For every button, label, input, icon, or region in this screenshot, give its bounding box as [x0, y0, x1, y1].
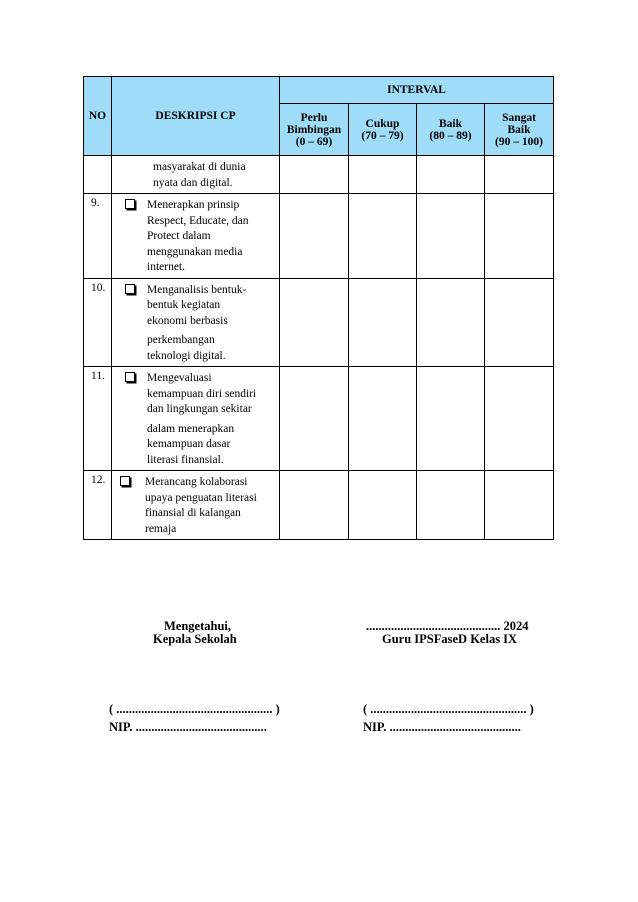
header-level-line: (0 – 69) [295, 135, 333, 148]
row-number: 11. [84, 367, 112, 471]
header-level-line: Perlu [300, 111, 328, 124]
description-line: dalam menerapkan [147, 422, 235, 435]
description-line: masyarakat di dunia [153, 161, 246, 173]
table-row [84, 156, 554, 194]
description-line: literasi finansial. [147, 453, 224, 466]
score-cell[interactable] [417, 471, 485, 540]
header-level-line: (90 – 100) [495, 135, 543, 148]
table-row [84, 194, 554, 279]
row-number: 10. [84, 278, 112, 367]
score-cell[interactable] [349, 471, 417, 540]
score-cell[interactable] [417, 367, 485, 471]
signature-right-name: ( .................................................. ) [363, 702, 534, 716]
row-description [112, 367, 280, 471]
description-line: finansial di kalangan [145, 507, 241, 519]
table-row [84, 367, 554, 471]
description-line: ekonomi berbasis [147, 314, 228, 327]
header-interval: INTERVAL [280, 77, 554, 104]
score-cell[interactable] [280, 367, 349, 471]
score-cell[interactable] [417, 278, 485, 367]
row-description [112, 156, 280, 194]
checkbox-icon [120, 476, 131, 539]
score-cell[interactable] [349, 367, 417, 471]
header-level-line: Bimbingan [286, 123, 342, 136]
description-line: nyata dan digital. [153, 176, 233, 189]
description-line: kemampuan dasar [147, 438, 231, 450]
score-cell[interactable] [485, 156, 554, 194]
checkbox-icon [125, 284, 136, 367]
description-line: Mengevaluasi [147, 372, 212, 384]
header-level-line: (80 – 89) [429, 129, 472, 142]
header-level-line: Baik [438, 117, 462, 130]
description-line: Respect, Educate, dan [147, 214, 249, 227]
row-description [112, 278, 280, 367]
signature-right-role: Guru IPSFaseD Kelas IX [382, 632, 518, 646]
signature-left-name: ( .................................................. ) [109, 702, 280, 716]
row-number: 12. [84, 471, 112, 540]
score-cell[interactable] [280, 278, 349, 367]
score-cell[interactable] [349, 156, 417, 194]
header-level-line: Cukup [365, 117, 400, 130]
score-cell[interactable] [349, 278, 417, 367]
description-line: menggunakan media [147, 245, 243, 258]
row-number [84, 156, 112, 194]
header-deskripsi: DESKRIPSI CP [112, 77, 280, 156]
description-line: internet. [147, 261, 185, 273]
signature-right-date: ........................................... 2024 [366, 619, 529, 633]
description-line: Merancang kolaborasi [145, 476, 248, 488]
row-number: 9. [84, 194, 112, 279]
score-cell[interactable] [485, 278, 554, 367]
signature-left-title: Mengetahui, [164, 619, 232, 633]
header-level-line: (70 – 79) [361, 129, 404, 142]
score-cell[interactable] [417, 156, 485, 194]
score-cell[interactable] [280, 471, 349, 540]
checkbox-icon [125, 199, 136, 278]
header-level-line: Baik [507, 123, 531, 136]
description-line: kemampuan diri sendiri [147, 387, 257, 400]
row-description [112, 194, 280, 279]
score-cell[interactable] [349, 194, 417, 279]
description-line: perkembangan [147, 334, 215, 346]
header-level [280, 104, 349, 156]
description-line: Menganalisis bentuk- [147, 283, 247, 296]
score-cell[interactable] [485, 471, 554, 540]
signature-left-nip: NIP. .......................................... [109, 720, 267, 734]
score-cell[interactable] [280, 156, 349, 194]
signature-right-nip: NIP. .......................................... [363, 720, 521, 734]
score-cell[interactable] [417, 194, 485, 279]
header-level [349, 104, 417, 156]
score-cell[interactable] [485, 367, 554, 471]
score-cell[interactable] [485, 194, 554, 279]
description-line: Protect dalam [147, 230, 211, 242]
table-row [84, 278, 554, 367]
description-line: upaya penguatan literasi [145, 491, 257, 504]
row-description [112, 471, 280, 540]
table-row [84, 471, 554, 540]
signature-left-role: Kepala Sekolah [153, 632, 237, 646]
header-level [417, 104, 485, 156]
description-line: bentuk kegiatan [147, 299, 221, 311]
header-level [485, 104, 554, 156]
assessment-table [83, 76, 554, 540]
score-cell[interactable] [280, 194, 349, 279]
description-line: teknologi digital. [147, 349, 226, 362]
description-line: Menerapkan prinsip [147, 199, 240, 211]
header-no: NO [84, 77, 112, 156]
checkbox-icon [125, 372, 136, 470]
header-level-line: Sangat [502, 111, 536, 124]
description-line: remaja [145, 522, 177, 535]
description-line: dan lingkungan sekitar [147, 403, 252, 415]
